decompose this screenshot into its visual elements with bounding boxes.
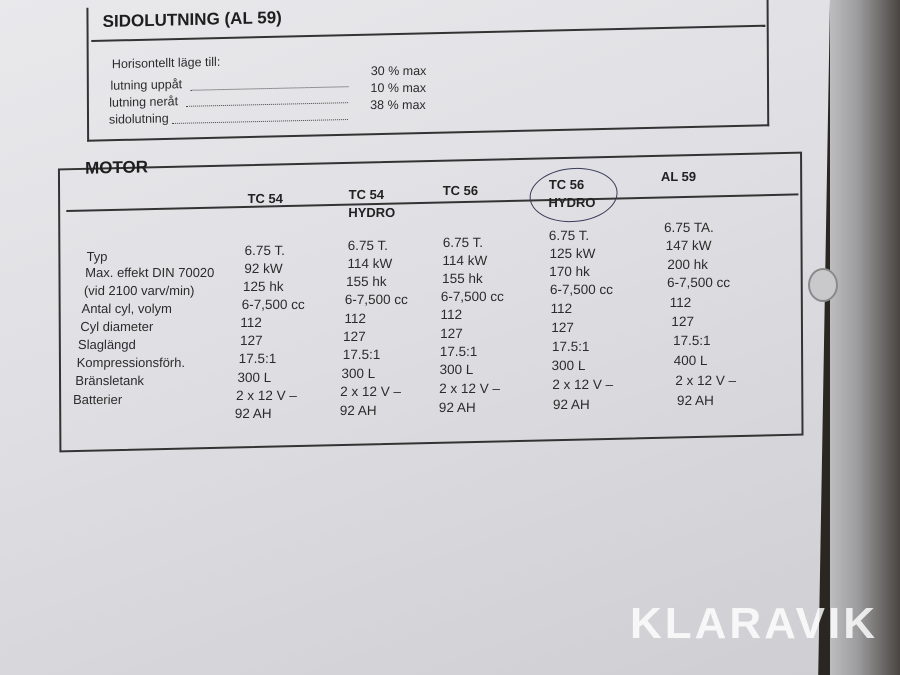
- cell: 2 x 12 V –: [235, 388, 298, 403]
- cell: 114 kW: [347, 256, 393, 271]
- cell: 17.5:1: [342, 347, 381, 362]
- cell: 17.5:1: [551, 339, 590, 354]
- cell: 127: [551, 320, 574, 335]
- cell: 6-7,500 cc: [344, 292, 408, 307]
- col-header-line2: HYDRO: [548, 195, 596, 210]
- col-header-line1: TC 56: [548, 177, 585, 192]
- row-label-kompression: Kompressionsförh.: [76, 355, 186, 370]
- row-label-sidolutning: sidolutning: [108, 111, 169, 127]
- cell: 6.75 T.: [347, 238, 389, 253]
- row-value-sidolutning: 38 % max: [370, 98, 426, 112]
- cell: 6.75 T.: [442, 235, 484, 250]
- adjacent-page-edge: [830, 0, 900, 675]
- cell: 155 hk: [442, 271, 483, 286]
- cell: 112: [669, 295, 692, 310]
- cell: 6.75 T.: [548, 228, 590, 243]
- row-value-lutning-uppat: 30 % max: [370, 64, 427, 78]
- cell: 127: [239, 333, 263, 348]
- row-label-slaglangd: Slaglängd: [77, 337, 136, 352]
- cell: 155 hk: [345, 274, 387, 289]
- col-header-tc54: [247, 190, 283, 208]
- col-header-tc56: [443, 182, 479, 200]
- row-value-lutning-nerat: 10 % max: [370, 81, 427, 95]
- cell: 170 hk: [549, 264, 590, 279]
- row-label-typ: Typ: [86, 249, 108, 264]
- cell: 2 x 12 V –: [439, 381, 501, 396]
- col-header-tc54-hydro: [348, 186, 396, 222]
- col-header-line2: HYDRO: [348, 205, 396, 220]
- cell: 2 x 12 V –: [552, 377, 614, 392]
- cell: 92 AH: [676, 393, 714, 408]
- cell: 300 L: [341, 366, 376, 381]
- cell: 127: [671, 314, 695, 329]
- cell: 2 x 12 V –: [340, 384, 402, 399]
- row-label-max-effekt: Max. effekt DIN 70020: [85, 265, 215, 280]
- cell: 200 hk: [667, 257, 709, 272]
- cell: 92 AH: [339, 403, 377, 418]
- cell: 127: [440, 326, 463, 341]
- cell: 6-7,500 cc: [440, 289, 505, 304]
- row-label-varv: (vid 2100 varv/min): [83, 283, 195, 298]
- row-label-bransletank: Bränsletank: [75, 373, 145, 388]
- motor-title: MOTOR: [85, 157, 149, 178]
- cell: 125 hk: [242, 279, 284, 294]
- watermark-logo: KLARAVIK: [629, 599, 878, 648]
- cell: 112: [550, 301, 573, 316]
- cell: 17.5:1: [238, 351, 277, 366]
- cell: 92 AH: [438, 400, 476, 415]
- cell: 6-7,500 cc: [666, 275, 731, 290]
- cell: 114 kW: [442, 253, 488, 268]
- col-header-line1: TC 56: [442, 183, 479, 198]
- cell: 6-7,500 cc: [241, 297, 305, 312]
- cell: 17.5:1: [672, 333, 711, 348]
- cell: 300 L: [439, 362, 474, 377]
- binder-ring: [808, 268, 838, 302]
- col-header-line1: TC 54: [247, 191, 284, 206]
- cell: 400 L: [673, 353, 708, 368]
- row-label-antal-cyl: Antal cyl, volym: [81, 301, 173, 316]
- row-label-batterier: Batterier: [72, 392, 123, 407]
- cell: 300 L: [551, 358, 586, 373]
- cell: 6.75 TA.: [663, 220, 714, 235]
- cell: 6.75 T.: [244, 243, 286, 258]
- row-label-lutning-uppat: lutning uppåt: [110, 77, 183, 93]
- cell: 2 x 12 V –: [675, 373, 737, 388]
- col-header-line1: AL 59: [660, 169, 697, 184]
- cell: 112: [240, 315, 263, 330]
- col-header-line1: TC 54: [348, 187, 385, 202]
- cell: 17.5:1: [439, 344, 478, 359]
- col-header-al59: [661, 168, 696, 186]
- cell: 147 kW: [665, 238, 712, 253]
- cell: 6-7,500 cc: [549, 282, 614, 297]
- cell: 112: [344, 311, 367, 326]
- row-label-cyl-diameter: Cyl diameter: [80, 319, 154, 334]
- cell: 92 AH: [552, 397, 590, 412]
- cell: 125 kW: [549, 246, 596, 261]
- cell: 300 L: [237, 370, 272, 385]
- cell: 127: [342, 329, 366, 344]
- cell: 92 AH: [234, 406, 272, 421]
- sidolutning-title: SIDOLUTNING (AL 59): [102, 7, 282, 32]
- cell: 112: [440, 307, 463, 322]
- cell: 92 kW: [244, 261, 283, 276]
- row-label-lutning-nerat: lutning neråt: [109, 94, 179, 110]
- sidolutning-intro: Horisontellt läge till:: [111, 54, 221, 72]
